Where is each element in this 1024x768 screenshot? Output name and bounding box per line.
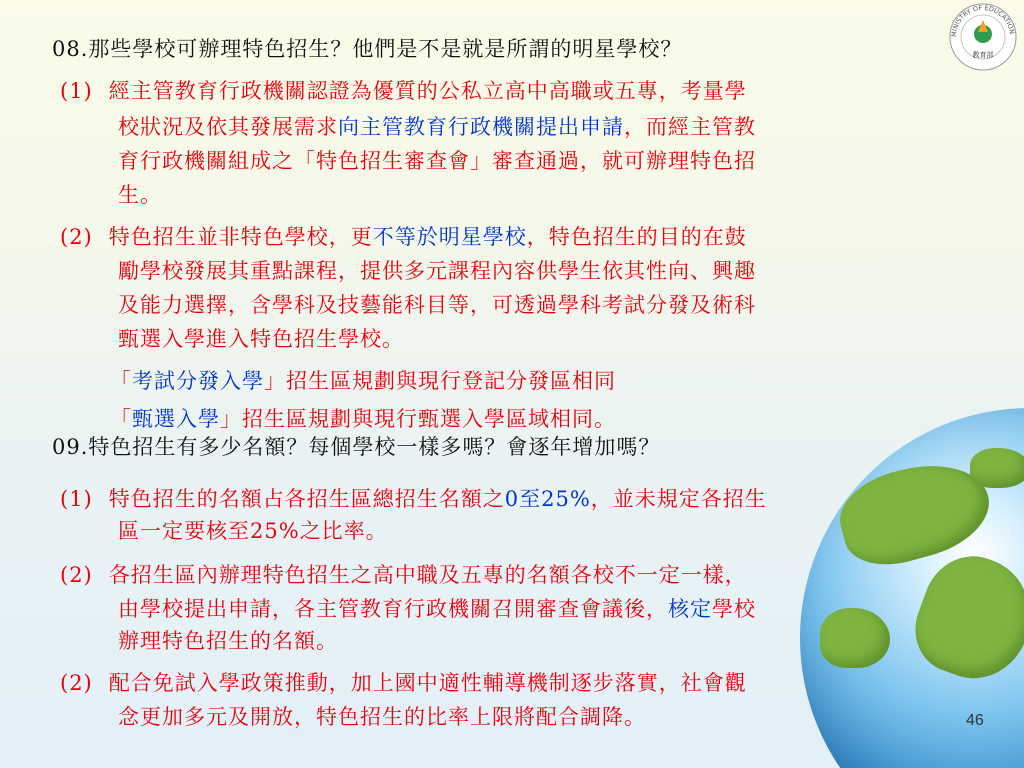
q08-item1-line2: 校狀況及依其發展需求向主管教育行政機關提出申請，而經主管教 bbox=[118, 115, 756, 139]
q09-item2-line2: 由學校提出申請，各主管教育行政機關召開審查會議後，核定學校 bbox=[118, 597, 756, 621]
q08-item1-line3: 育行政機關組成之「特色招生審查會」審查通過，就可辦理特色招 bbox=[118, 149, 756, 173]
svg-text:MINISTRY OF EDUCATION: MINISTRY OF EDUCATION bbox=[949, 3, 1016, 38]
q08-item2-line1: (2) 特色招生並非特色學校，更不等於明星學校，特色招生的目的在鼓 bbox=[60, 225, 747, 249]
q08-item1-line1: (1) 經主管教育行政機關認證為優質的公私立高中高職或五專，考量學 bbox=[60, 79, 747, 103]
q08-item1-line4: 生。 bbox=[118, 183, 162, 207]
q09-item2-line1: (2) 各招生區內辦理特色招生之高中職及五專的名額各校不一定一樣， bbox=[60, 563, 747, 587]
q08-note-selection-admission: 「甄選入學」招生區規劃與現行甄選入學區域相同。 bbox=[110, 407, 616, 431]
question-08-heading: 08.那些學校可辦理特色招生？他們是不是就是所謂的明星學校？ bbox=[52, 37, 683, 61]
question-09-heading: 09.特色招生有多少名額？每個學校一樣多嗎？會逐年增加嗎？ bbox=[52, 435, 661, 459]
q08-note-exam-placement: 「考試分發入學」招生區規劃與現行登記分發區相同 bbox=[110, 369, 616, 393]
q09-item2-line3: 辦理特色招生的名額。 bbox=[118, 629, 338, 653]
q09-item1-line2: 區一定要核至25%之比率。 bbox=[118, 519, 388, 543]
svg-text:教育部: 教育部 bbox=[972, 51, 994, 59]
q08-item2-line3: 及能力選擇，含學科及技藝能科目等，可透過學科考試分發及術科 bbox=[118, 293, 756, 317]
globe-decoration bbox=[800, 408, 1024, 768]
q09-item3-line1: (2) 配合免試入學政策推動，加上國中適性輔導機制逐步落實，社會觀 bbox=[60, 671, 747, 695]
q08-item2-line2: 勵學校發展其重點課程，提供多元課程內容供學生依其性向、興趣 bbox=[118, 259, 756, 283]
q08-item2-line4: 甄選入學進入特色招生學校。 bbox=[118, 327, 404, 351]
page-number: 46 bbox=[966, 712, 984, 729]
ministry-of-education-logo bbox=[948, 2, 1018, 72]
q09-item1-line1: (1) 特色招生的名額占各招生區總招生名額之0至25%，並未規定各招生 bbox=[60, 487, 767, 511]
q09-item3-line2: 念更加多元及開放，特色招生的比率上限將配合調降。 bbox=[118, 705, 646, 729]
